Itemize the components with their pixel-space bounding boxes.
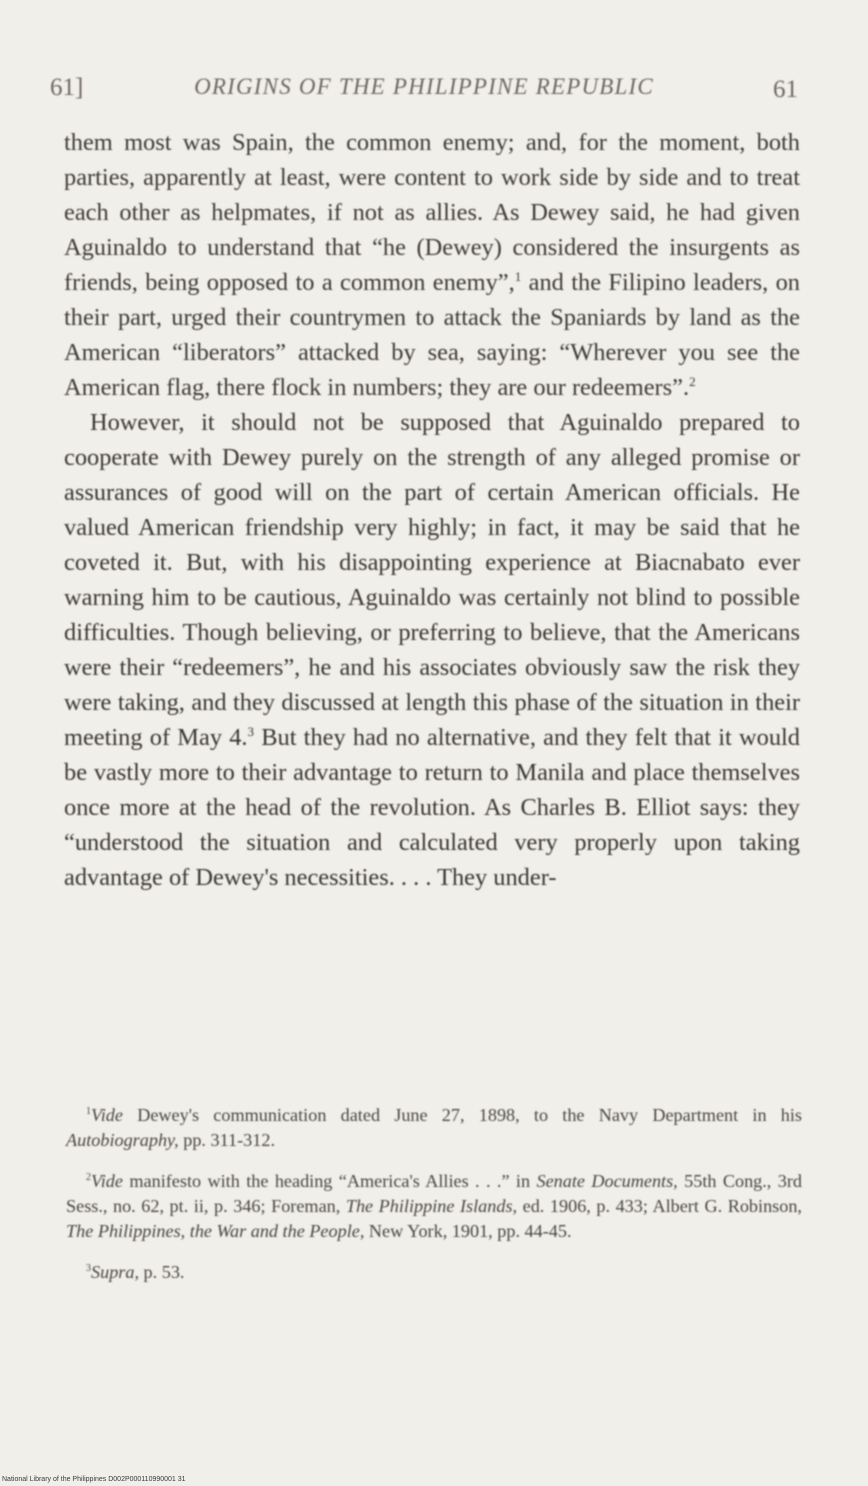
footnote-3-supra: Supra, — [91, 1262, 139, 1282]
running-head-title: ORIGINS OF THE PHILIPPINE REPUBLIC — [194, 74, 654, 99]
footnotes — [66, 1103, 802, 1301]
paragraph-1-text-b: and the Filipino leaders, on their part, urged their countrymen to attack the Spaniards by land as the American “liberators” attacked by sea, saying: “Wherever you see the American flag, there flock in numbers; they are our redeemers”. — [64, 269, 800, 401]
footnote-1-text-b: pp. 311-312. — [178, 1130, 275, 1150]
footnote-1-mark: 1 — [86, 1106, 91, 1117]
scan-credit: National Library of the Philippines D002P000110990001 31 — [2, 1476, 186, 1483]
footnote-2-mark: 2 — [86, 1172, 91, 1183]
footnote-ref-2: 2 — [689, 374, 696, 389]
footnote-2-title-c: The Philippines, the War and the People, — [66, 1221, 365, 1241]
footnote-1-vide: Vide — [91, 1105, 123, 1125]
paragraph-1 — [64, 125, 800, 405]
footnote-ref-3: 3 — [247, 724, 255, 739]
paragraph-2-text-b: But they had no alternative, and they felt that it would be vastly more to their advantage to return to Manila and place themselves once more at the head of the revolution. As Charles B. Elliot says: they “understood the situation and calculated very properly upon taking advantage of Dewey's necessities. . . . They under- — [64, 724, 800, 891]
footnote-3-text-a: p. 53. — [139, 1262, 185, 1282]
footnote-2-text-d: New York, 1901, pp. 44-45. — [364, 1221, 572, 1241]
footnote-1-text-a: Dewey's communication dated June 27, 1898, to the Navy Department in his — [122, 1105, 802, 1125]
footnote-1 — [66, 1103, 802, 1153]
footnote-ref-1: 1 — [514, 269, 522, 284]
paragraph-2 — [64, 405, 800, 895]
footnote-2-text-a: manifesto with the heading “America's Allies . . .” in — [122, 1171, 537, 1191]
footnote-1-title: Autobiography, — [66, 1130, 179, 1150]
footnote-3-mark: 3 — [86, 1263, 91, 1274]
footnote-2-title-a: Senate Documents, — [536, 1171, 678, 1191]
running-head — [50, 74, 798, 108]
page-number-left: 61] — [50, 74, 84, 101]
paragraph-2-text-a: However, it should not be supposed that Aguinaldo prepared to cooperate with Dewey purely on the strength of any alleged promise or assurances of good will on the part of certain American officials. He valued American friendship very highly; in fact, it may be said that he coveted it. But, with his disappointing experience at Biacnabato ever warning him to be cautious, Aguinaldo was certainly not blind to possible difficulties. Though believing, or preferring to believe, that the Americans were their “redeemers”, he and his associates obviously saw the risk they were taking, and they discussed at length this phase of the situation in their meeting of May 4. — [64, 409, 800, 751]
paragraph-1-text-a: them most was Spain, the common enemy; and, for the moment, both parties, apparently at least, were content to work side by side and to treat each other as helpmates, if not as allies. As Dewey said, he had given Aguinaldo to understand that “he (Dewey) considered the insurgents as friends, being opposed to a common enemy”, — [64, 129, 800, 296]
footnote-2-text-b: 55th Cong., 3rd Sess., no. 62, pt. ii, p. 346; Foreman, — [66, 1171, 802, 1216]
footnote-2-vide: Vide — [91, 1171, 123, 1191]
footnote-2-text-c: ed. 1906, p. 433; Albert G. Robinson, — [517, 1196, 802, 1216]
footnote-2-title-b: The Philippine Islands, — [345, 1196, 518, 1216]
footnote-3 — [66, 1260, 802, 1285]
footnote-2 — [66, 1169, 802, 1244]
page-number-right: 61 — [773, 76, 798, 103]
body-text — [64, 125, 800, 895]
